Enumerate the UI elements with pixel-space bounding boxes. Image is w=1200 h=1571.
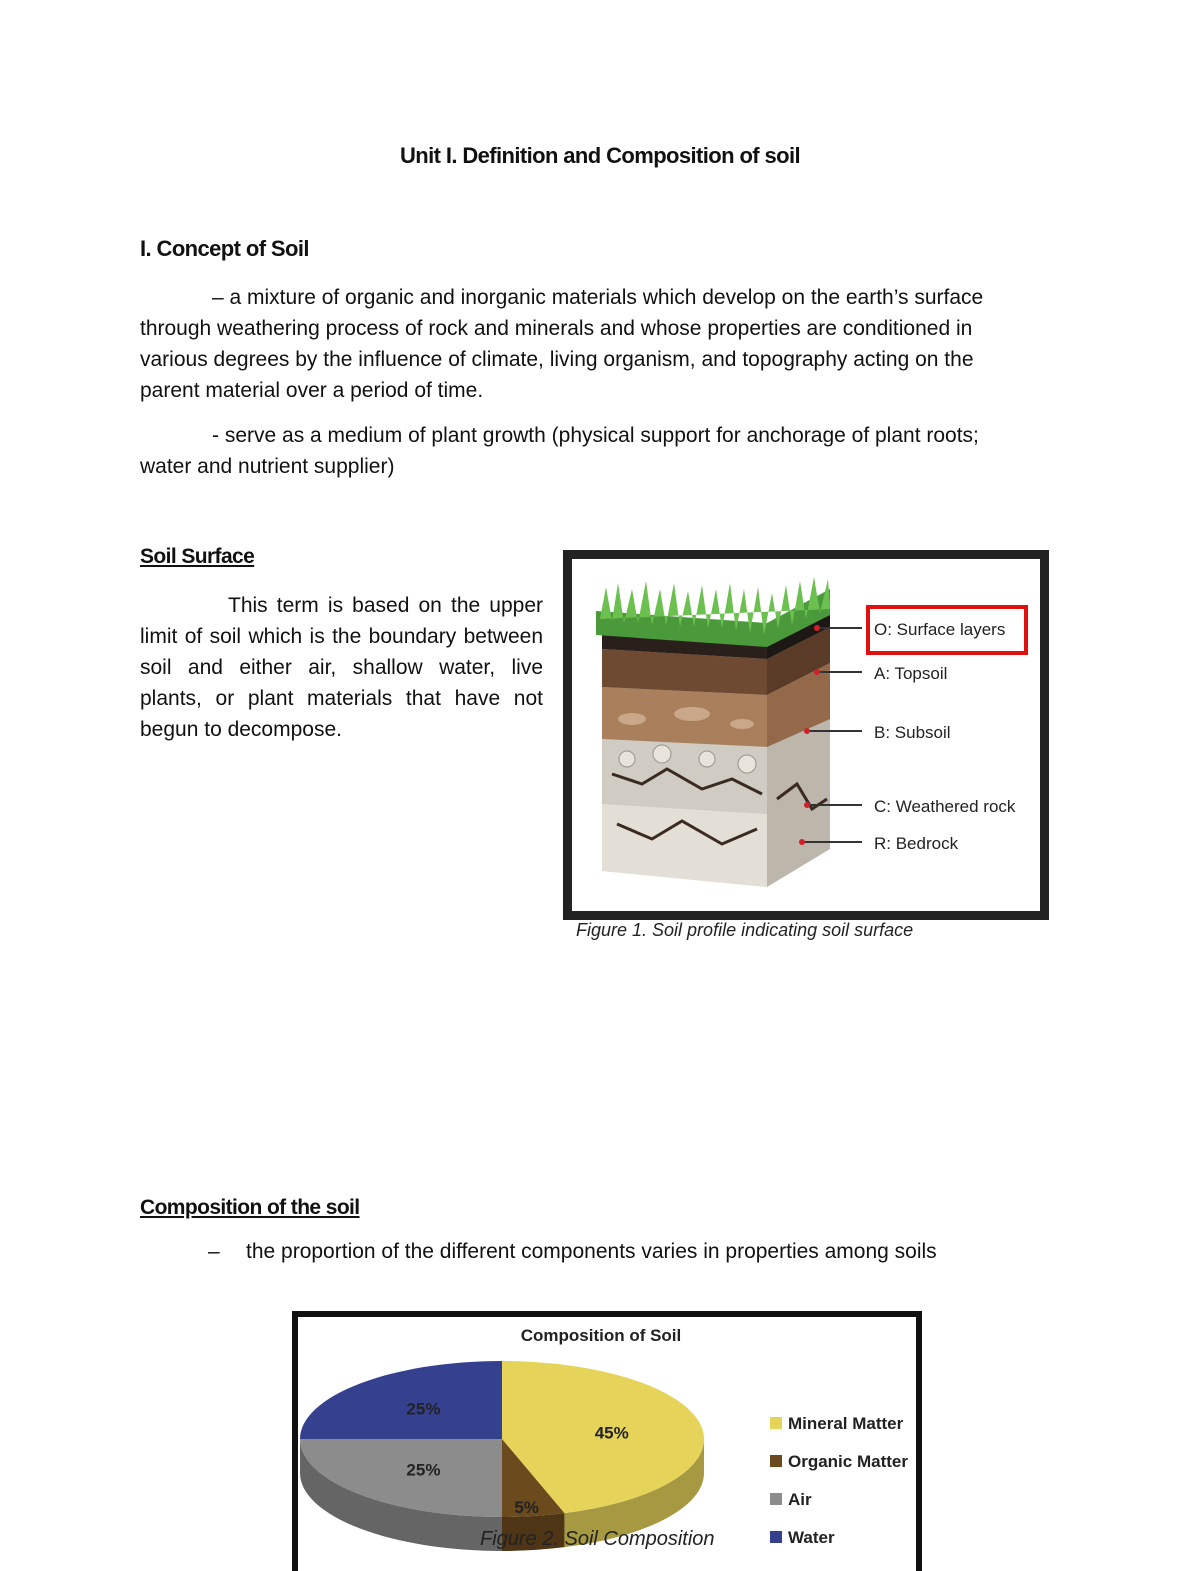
legend-label-water: Water <box>788 1528 835 1547</box>
pie-label-organic-matter: 5% <box>514 1498 539 1518</box>
legend-label-organic-matter: Organic Matter <box>788 1452 908 1471</box>
definition-paragraph <box>140 282 1020 406</box>
pie-label-air: 25% <box>406 1460 441 1480</box>
role-paragraph <box>140 420 1020 482</box>
composition-bullet-text: the proportion of the different components varies in properties among soils <box>246 1240 937 1263</box>
soil-surface-paragraph <box>140 590 543 745</box>
soil-profile-figure <box>563 550 1049 920</box>
label-weathered-rock: C: Weathered rock <box>874 797 1016 816</box>
label-bedrock: R: Bedrock <box>874 834 959 853</box>
label-subsoil: B: Subsoil <box>874 723 951 742</box>
section-heading-soil-surface: Soil Surface <box>140 545 255 568</box>
legend-swatch-mineral-matter <box>770 1417 782 1429</box>
soil-surface-text: This term is based on the upper limit of soil which is the boundary between soil and either air, shallow water, live plants, or plant materials that have not begun to decompose. <box>140 594 543 741</box>
role-text: - serve as a medium of plant growth (physical support for anchorage of plant roots; water and nutrient supplier) <box>140 424 979 478</box>
legend-label-mineral-matter: Mineral Matter <box>788 1414 904 1433</box>
legend-swatch-water <box>770 1531 782 1543</box>
document-title: Unit I. Definition and Composition of soil <box>399 143 801 168</box>
legend-swatch-air <box>770 1493 782 1505</box>
figure-1-caption: Figure 1. Soil profile indicating soil surface <box>576 920 914 940</box>
definition-text: – a mixture of organic and inorganic materials which develop on the earth’s surface through weathering process of rock and minerals and whose properties are conditioned in various degrees by the influence of climate, living organism, and topography acting on the parent material over a period of time. <box>140 286 984 402</box>
section-heading-composition: Composition of the soil <box>140 1196 360 1219</box>
figure-2-caption: Figure 2. Soil Composition <box>480 1528 715 1550</box>
label-surface-layers: O: Surface layers <box>874 620 1006 639</box>
chart-title: Composition of Soil <box>520 1326 682 1345</box>
section-heading-concept: I. Concept of Soil <box>140 236 309 261</box>
legend-swatch-organic-matter <box>770 1455 782 1467</box>
legend-label-air: Air <box>788 1490 812 1509</box>
soil-profile-illustration <box>572 559 1040 911</box>
pie-label-mineral-matter: 45% <box>594 1423 629 1443</box>
pie-slice-water <box>300 1361 502 1439</box>
bullet-dash: – <box>208 1240 220 1263</box>
pie-label-water: 25% <box>406 1399 441 1419</box>
label-topsoil: A: Topsoil <box>874 664 948 683</box>
